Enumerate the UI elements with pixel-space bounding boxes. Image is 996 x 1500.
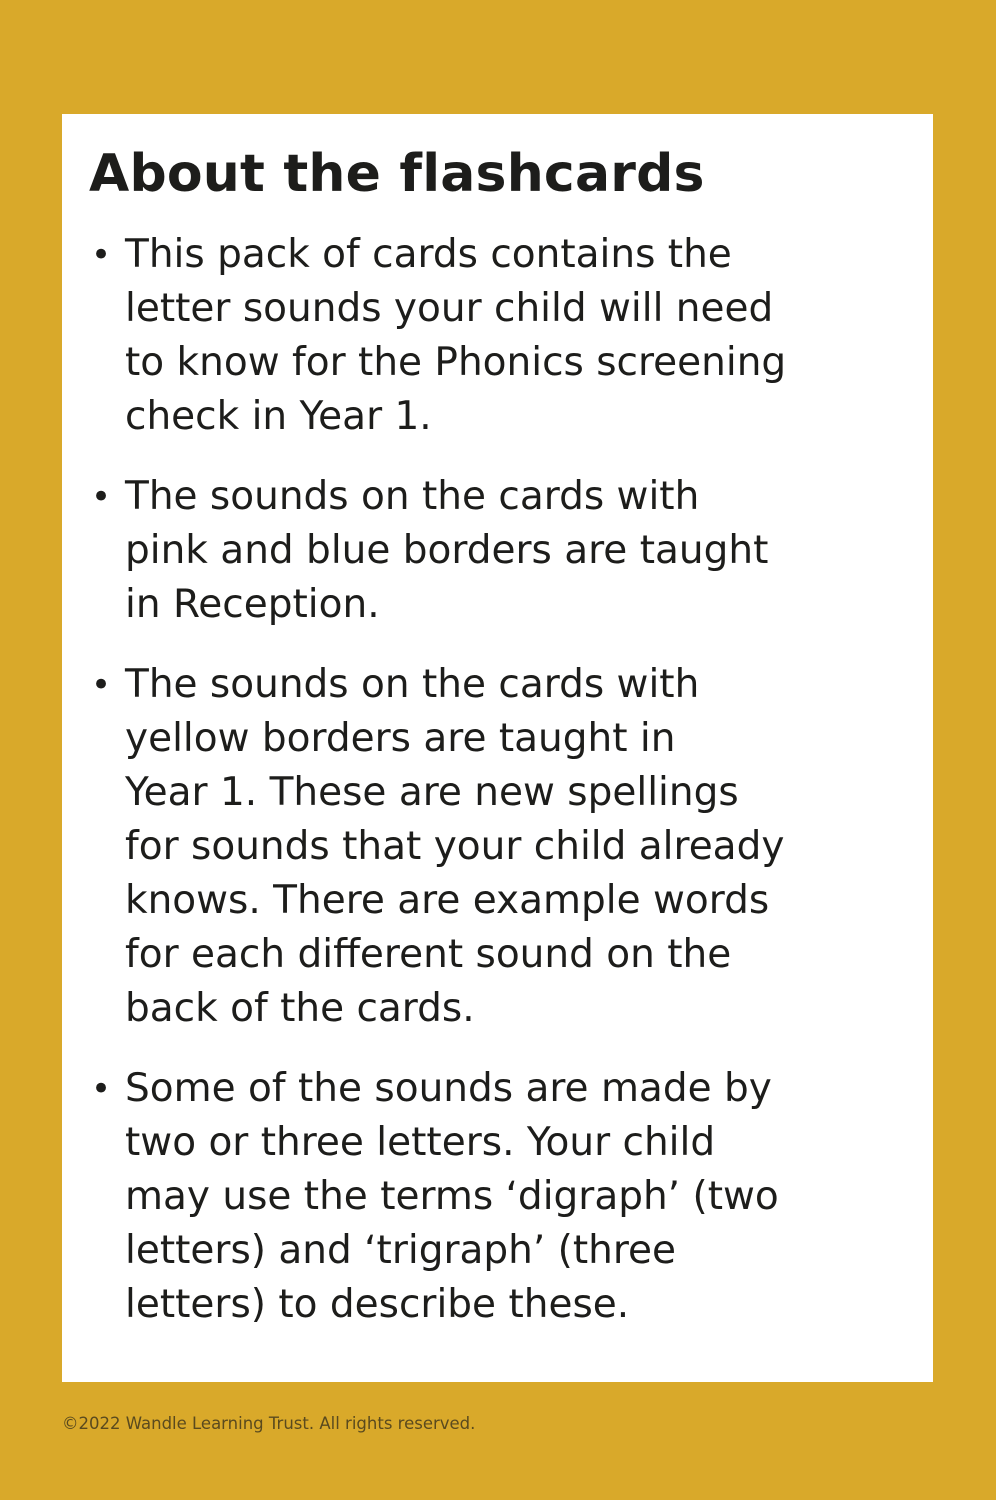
bullet-text-line: letter sounds your child will need — [125, 286, 774, 331]
page-title: About the flashcards — [89, 144, 705, 204]
copyright-notice: ©2022 Wandle Learning Trust. All rights reserved. — [62, 1414, 476, 1433]
bullet-item-reception — [89, 470, 905, 632]
bullet-text-line: for sounds that your child already — [125, 824, 785, 869]
bullet-text-line: yellow borders are taught in — [125, 716, 676, 761]
bullet-text-line: in Reception. — [125, 582, 380, 627]
bullet-text-line: Some of the sounds are made by — [125, 1066, 772, 1111]
bullet-text-line: This pack of cards contains the — [125, 232, 732, 277]
bullet-text-line: Year 1. These are new spellings — [125, 770, 739, 815]
bullet-list — [89, 228, 905, 1332]
bullet-text-line: letters) to describe these. — [125, 1282, 630, 1327]
bullet-icon: • — [91, 235, 112, 275]
bullet-item-year-1 — [89, 658, 905, 1036]
bullet-text-line: pink and blue borders are taught — [125, 528, 769, 573]
bullet-item-pack-contents — [89, 228, 905, 444]
bullet-icon: • — [91, 477, 112, 517]
bullet-text-line: for each different sound on the — [125, 932, 732, 977]
bullet-text-line: check in Year 1. — [125, 394, 432, 439]
bullet-text-line: knows. There are example words — [125, 878, 770, 923]
bullet-icon: • — [91, 1069, 112, 1109]
bullet-text-line: letters) and ‘trigraph’ (three — [125, 1228, 677, 1273]
bullet-text-line: may use the terms ‘digraph’ (two — [125, 1174, 779, 1219]
bullet-icon: • — [91, 665, 112, 705]
bullet-text-line: back of the cards. — [125, 986, 475, 1031]
bullet-text-line: The sounds on the cards with — [125, 662, 700, 707]
bullet-text-line: The sounds on the cards with — [125, 474, 700, 519]
bullet-item-digraphs — [89, 1062, 905, 1332]
bullet-text-line: two or three letters. Your child — [125, 1120, 716, 1165]
flashcard-info-panel — [62, 114, 933, 1382]
bullet-text-line: to know for the Phonics screening — [125, 340, 787, 385]
